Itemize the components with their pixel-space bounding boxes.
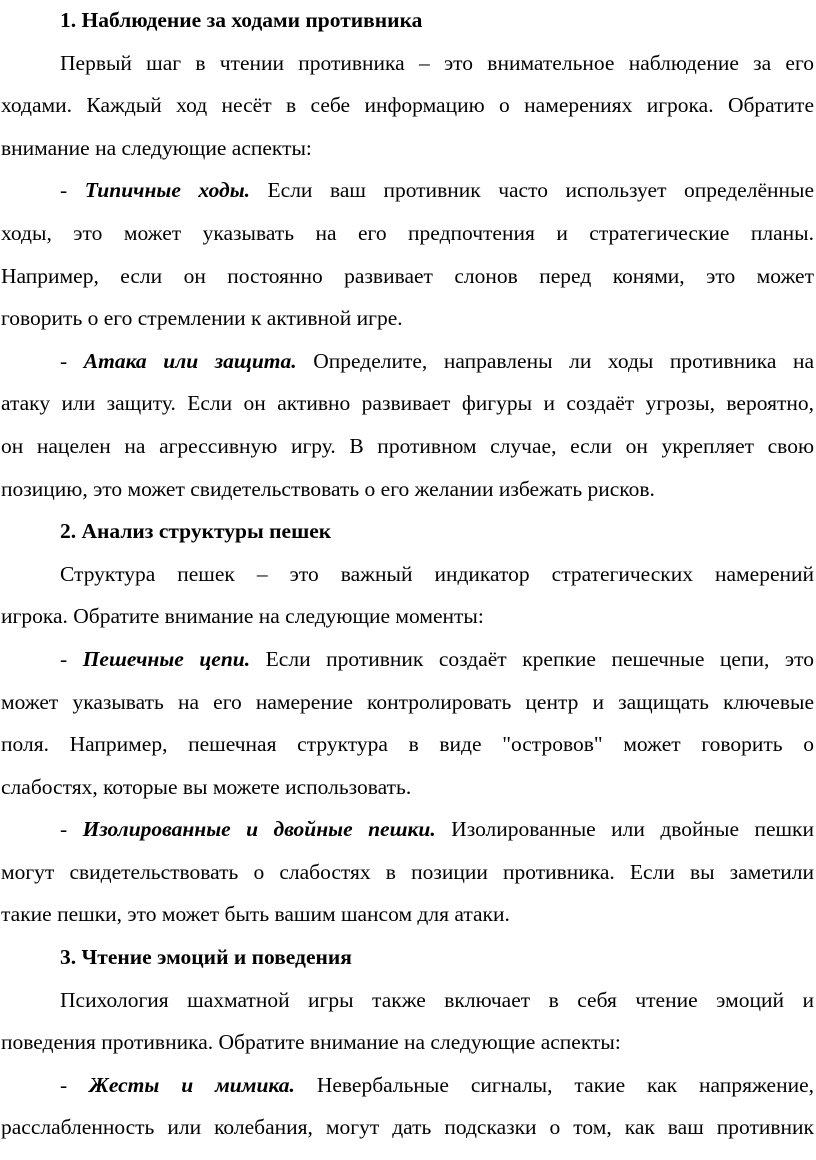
list-item-line bbox=[1, 808, 814, 851]
item-text: Изолированные или двойные пешки bbox=[435, 817, 814, 842]
dash: - bbox=[60, 348, 68, 373]
list-item-line: атаку или защиту. Если он активно развивает фигуры и создаёт угрозы, вероятно, bbox=[1, 391, 814, 416]
paragraph-line: игрока. Обратите внимание на следующие моменты: bbox=[1, 604, 484, 629]
list-item-line bbox=[1, 638, 814, 681]
list-item-line: он нацелен на агрессивную игру. В противном случае, если он укрепляет свою bbox=[1, 433, 814, 458]
list-item-line: может указывать на его намерение контролировать центр и защищать ключевые bbox=[1, 689, 814, 714]
paragraph-line: Психология шахматной игры также включает в себя чтение эмоций и bbox=[60, 987, 814, 1012]
list-item-line: говорить о его стремлении к активной игре. bbox=[1, 306, 403, 331]
list-item-line: Например, если он постоянно развивает слонов перед конями, это может bbox=[1, 263, 814, 288]
paragraph-line: ходами. Каждый ход несёт в себе информацию о намерениях игрока. Обратите bbox=[1, 93, 814, 118]
list-item-line: могут свидетельствовать о слабостях в позиции противника. Если вы заметили bbox=[1, 859, 814, 884]
item-lead: Атака или защита. bbox=[83, 348, 297, 373]
paragraph-line: Структура пешек – это важный индикатор стратегических намерений bbox=[60, 561, 814, 586]
item-lead: Пешечные цепи. bbox=[82, 646, 251, 671]
list-item-line: ходы, это может указывать на его предпочтения и стратегические планы. bbox=[1, 220, 814, 245]
item-text: Невербальные сигналы, такие как напряжение, bbox=[294, 1072, 814, 1097]
dash: - bbox=[60, 646, 68, 671]
dash: - bbox=[60, 817, 68, 842]
list-item-line bbox=[1, 340, 814, 383]
section-heading: 2. Анализ структуры пешек bbox=[60, 519, 332, 544]
item-text: Если противник создаёт крепкие пешечные цепи, это bbox=[250, 646, 814, 671]
list-item-line: поля. Например, пешечная структура в виде "островов" может говорить о bbox=[1, 732, 814, 757]
list-item-line: расслабленность или колебания, могут дать подсказки о том, как ваш противник bbox=[1, 1115, 814, 1140]
list-item-line bbox=[1, 1064, 814, 1107]
dash: - bbox=[60, 178, 68, 203]
paragraph-line: Первый шаг в чтении противника – это внимательное наблюдение за его bbox=[60, 50, 814, 75]
section-heading: 3. Чтение эмоций и поведения bbox=[60, 945, 352, 970]
item-text: Определите, направлены ли ходы противника на bbox=[296, 348, 814, 373]
list-item-line bbox=[1, 169, 814, 212]
section-heading: 1. Наблюдение за ходами противника bbox=[60, 8, 423, 32]
paragraph-line: поведения противника. Обратите внимание на следующие аспекты: bbox=[1, 1030, 621, 1055]
dash: - bbox=[60, 1072, 68, 1097]
document-page bbox=[1, 0, 814, 1149]
item-lead: Жесты и мимика. bbox=[89, 1072, 295, 1097]
list-item-line: слабостях, которые вы можете использовать. bbox=[1, 774, 412, 799]
item-text: Если ваш противник часто использует определённые bbox=[250, 178, 814, 203]
item-lead: Изолированные и двойные пешки. bbox=[82, 817, 436, 842]
list-item-line: такие пешки, это может быть вашим шансом для атаки. bbox=[1, 902, 510, 927]
item-lead: Типичные ходы. bbox=[84, 178, 251, 203]
paragraph-line: внимание на следующие аспекты: bbox=[1, 135, 312, 160]
list-item-line: позицию, это может свидетельствовать о его желании избежать рисков. bbox=[1, 476, 655, 501]
